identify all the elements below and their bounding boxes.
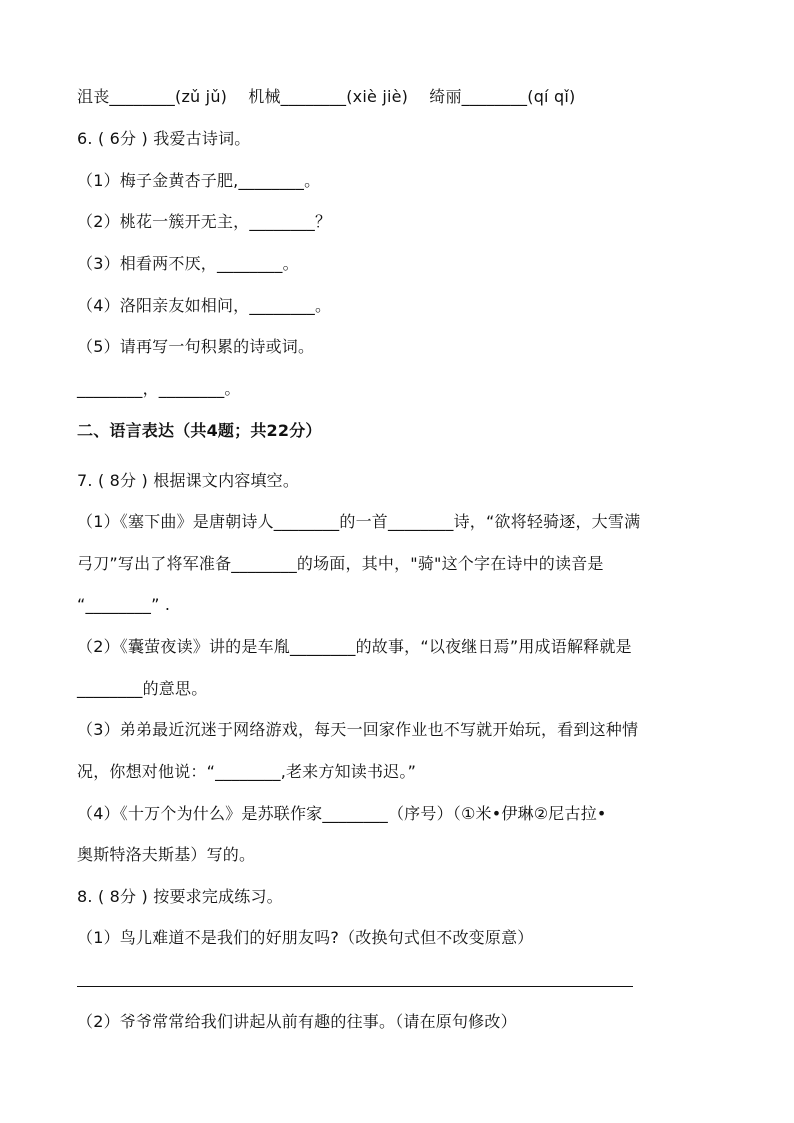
question-8-item-2: （2）爷爷常常给我们讲起从前有趣的往事。（请在原句修改） [77, 1012, 517, 1031]
question-7-line: （3）弟弟最近沉迷于网络游戏，每天一回家作业也不写就开始玩，看到这种情 [77, 720, 639, 739]
question-6-item-2: （2）桃花一簇开无主，________？ [77, 212, 332, 231]
question-6-title: 6. ( 6分 ) 我爱古诗词。 [77, 129, 251, 148]
question-7-line: “________” . [77, 595, 171, 614]
question-8-item-1: （1）鸟儿难道不是我们的好朋友吗?（改换句式但不改变原意） [77, 928, 534, 947]
question-8-title: 8. ( 8分 ) 按要求完成练习。 [77, 887, 283, 906]
question-7-line: （1）《塞下曲》是唐朝诗人________的一首________诗，“欲将轻骑逐，大雪满 [77, 512, 641, 531]
question-7-line: 弓刀”写出了将军准备________的场面，其中，"骑"这个字在诗中的读音是 [77, 554, 604, 573]
pinyin-choice-row: 沮丧________(zǔ jǔ) 机械________(xiè jiè) 绮丽________(qí qǐ) [77, 87, 576, 106]
question-7-line: ________的意思。 [77, 679, 208, 698]
question-7-line: （2）《囊萤夜读》讲的是车胤________的故事，“以夜继日焉”用成语解释就是 [77, 637, 632, 656]
question-7-title: 7. ( 8分 ) 根据课文内容填空。 [77, 471, 300, 490]
section-2-heading: 二、语言表达（共4题；共22分） [77, 421, 322, 440]
question-7-line: 况，你想对他说：“________,老来方知读书迟。” [77, 762, 417, 781]
question-6-item-5: （5）请再写一句积累的诗或词。 [77, 337, 315, 356]
question-6-item-3: （3）相看两不厌，________。 [77, 254, 299, 273]
question-7-line: 奥斯特洛夫斯基）写的。 [77, 845, 256, 864]
question-6-item-4: （4）洛阳亲友如相问，________。 [77, 296, 332, 315]
question-6-answer-blanks: ________，________。 [77, 379, 241, 398]
question-6-item-1: （1）梅子金黄杏子肥,________。 [77, 171, 321, 190]
answer-line [77, 986, 633, 987]
question-7-line: （4）《十万个为什么》是苏联作家________（序号）（①米•伊琳②尼古拉• [77, 804, 607, 823]
